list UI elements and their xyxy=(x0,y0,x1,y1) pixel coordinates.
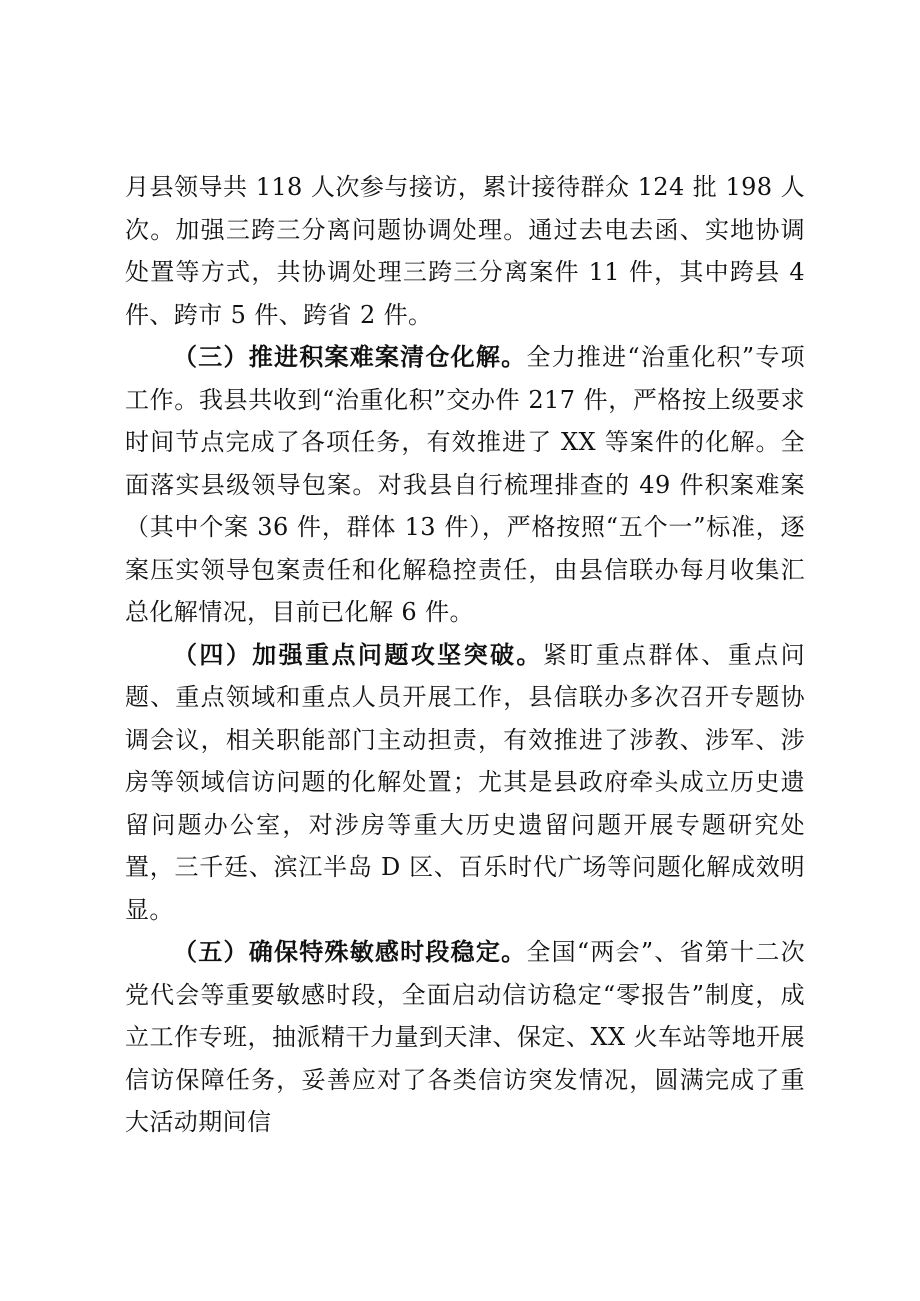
paragraph-text: 全力推进“治重化积”专项工作。我县共收到“治重化积”交办件 217 件，严格按上级要求时间节点完成了各项任务，有效推进了 XX 等案件的化解。全面落实县级领导包案。对我县自行梳理排查的 49 件积案难案（其中个案 36 件，群体 13 件），严格按照“五个一”标准，逐案压实领导包案责任和化解稳控责任，由县信联办每月收集汇总化解情况，目前已化解 6 件。 xyxy=(125,343,805,626)
paragraph-text: 全国“两会”、省第十二次党代会等重要敏感时段，全面启动信访稳定“零报告”制度，成立工作专班，抽派精干力量到天津、保定、XX 火车站等地开展信访保障任务，妥善应对了各类信访突发情况，圆满完成了重大活动期间信 xyxy=(125,938,805,1136)
paragraph-section-5 xyxy=(125,931,805,1144)
document-body xyxy=(125,166,805,1144)
section-heading: （五）确保特殊敏感时段稳定。 xyxy=(173,938,527,966)
paragraph-section-3 xyxy=(125,336,805,634)
paragraph-text: 月县领导共 118 人次参与接访，累计接待群众 124 批 198 人次。加强三跨三分离问题协调处理。通过去电去函、实地协调处置等方式，共协调处理三跨三分离案件 11 件，其中跨县 4 件、跨市 5 件、跨省 2 件。 xyxy=(125,173,805,329)
section-heading: （四）加强重点问题攻坚突破。 xyxy=(173,640,543,669)
section-heading: （三）推进积案难案清仓化解。 xyxy=(173,343,527,371)
paragraph-text: 紧盯重点群体、重点问题、重点领域和重点人员开展工作，县信联办多次召开专题协调会议，相关职能部门主动担责，有效推进了涉教、涉军、涉房等领域信访问题的化解处置；尤其是县政府牵头成立历史遗留问题办公室，对涉房等重大历史遗留问题开展专题研究处置，三千廷、滨江半岛 D 区、百乐时代广场等问题化解成效明显。 xyxy=(125,640,805,924)
paragraph-continued xyxy=(125,166,805,336)
paragraph-section-4 xyxy=(125,634,805,932)
